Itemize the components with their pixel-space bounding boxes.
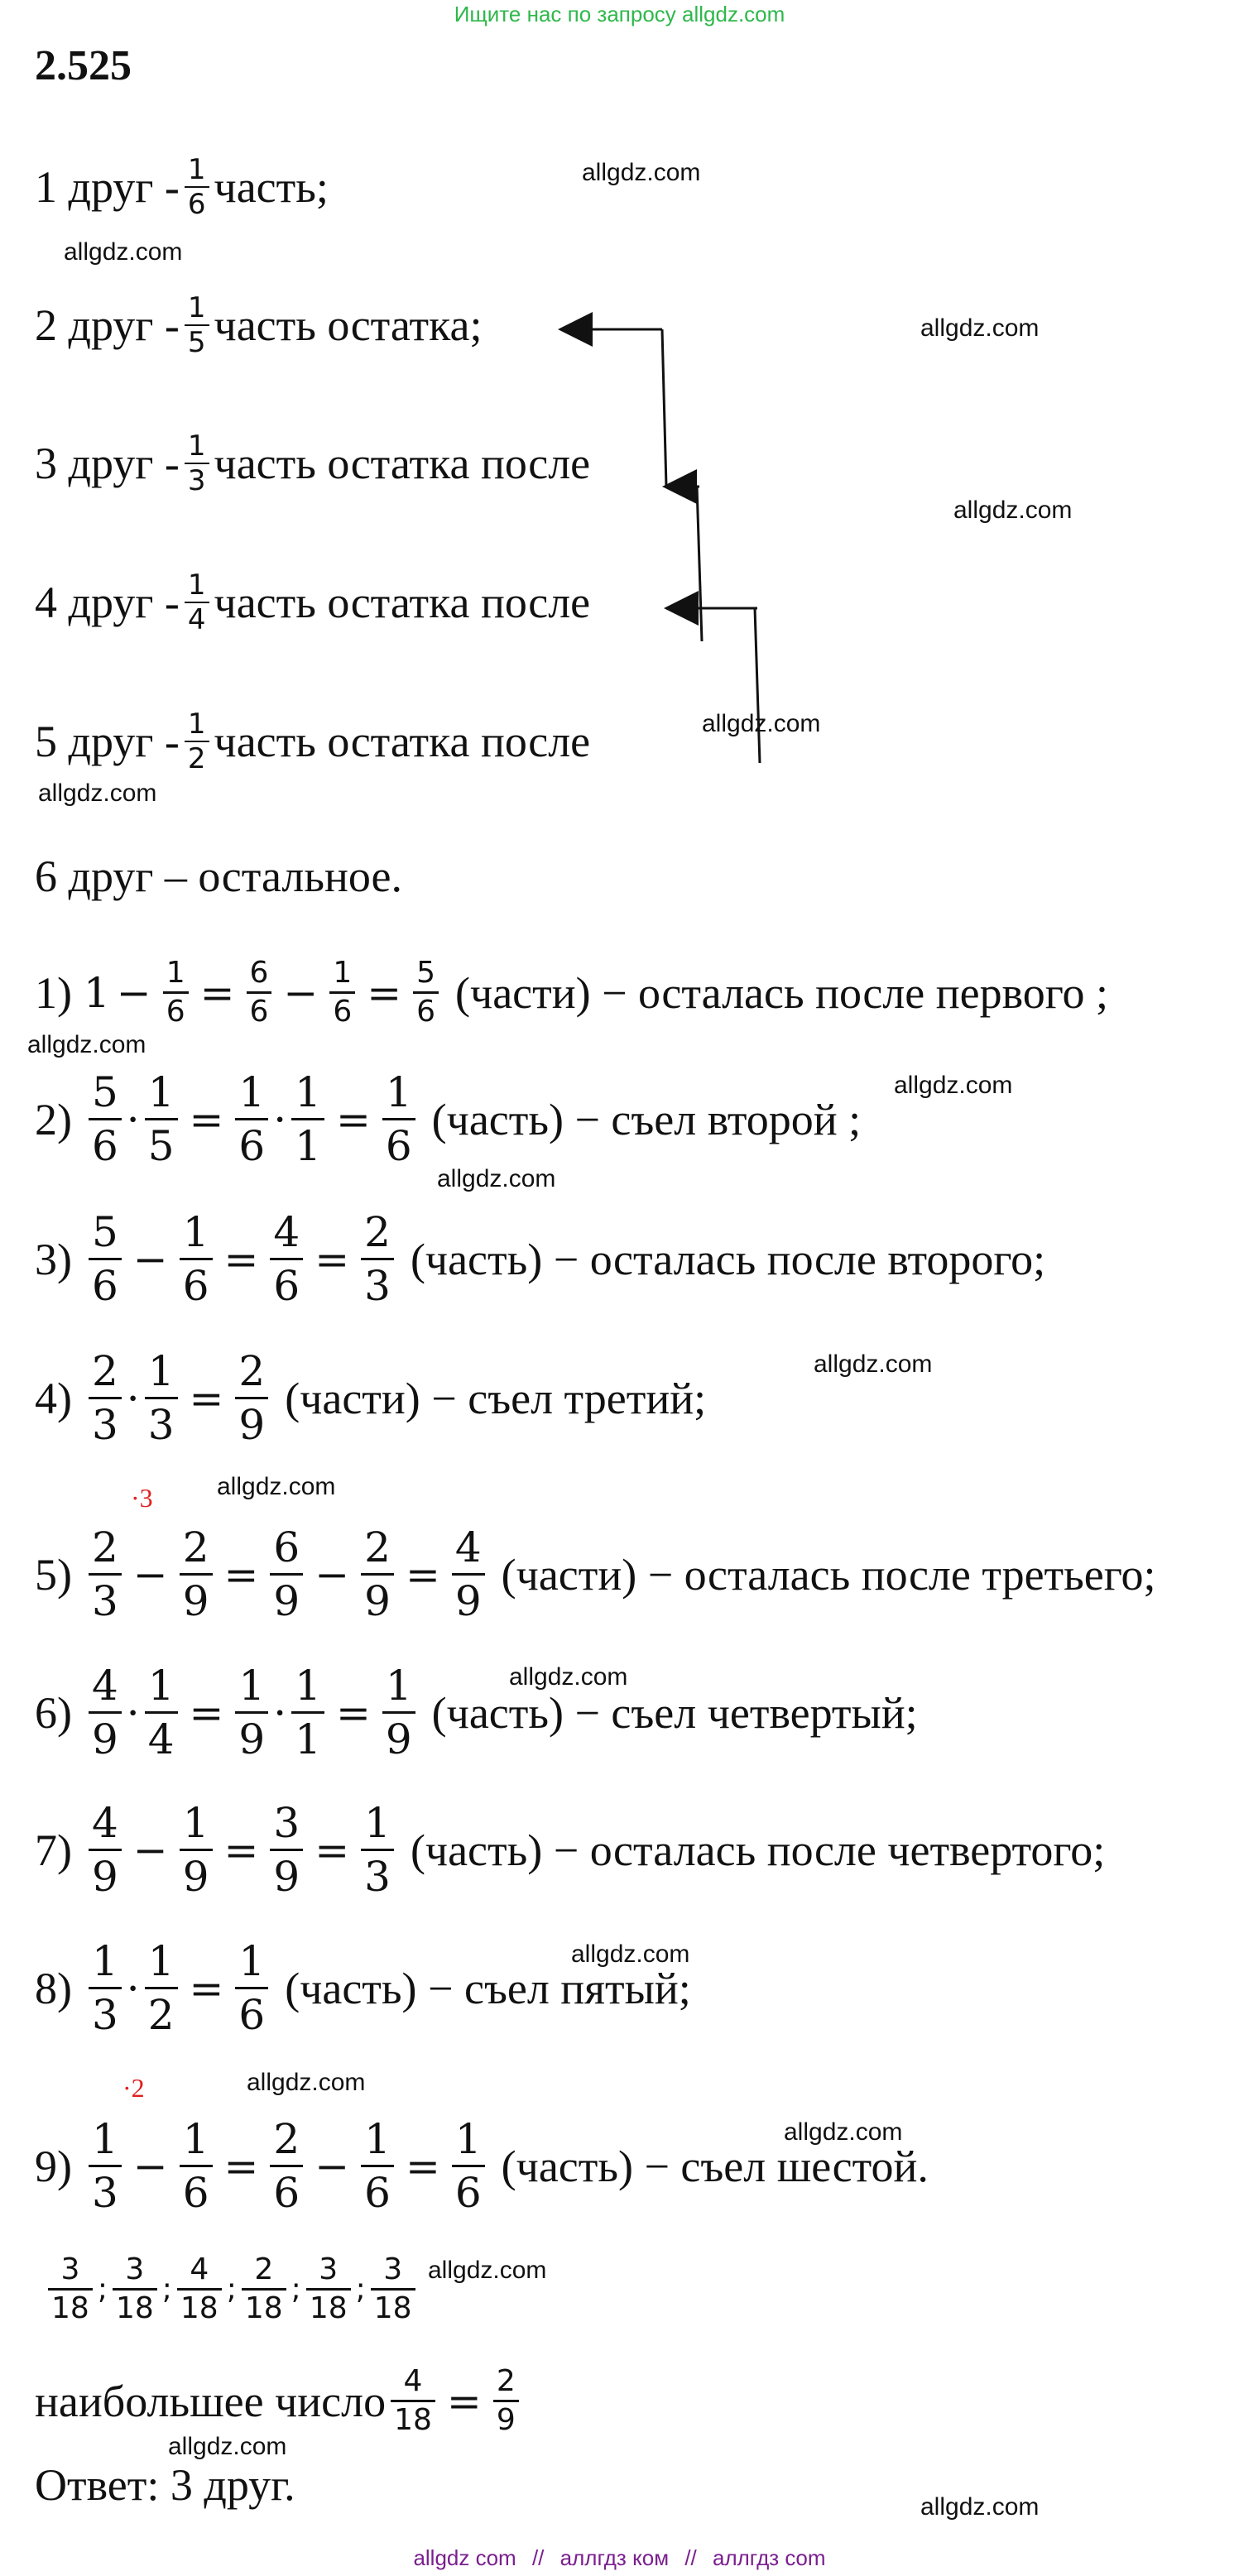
step-4 [35,1347,707,1449]
numerator: 4 [403,2364,423,2398]
task-number: 2.525 [35,42,132,89]
numerator: 2 [364,1208,391,1256]
step-text: (части) − осталась после третьего; [501,1549,1156,1600]
multiplier-annotation: ·3 [131,1483,153,1513]
separator: ; [161,2272,172,2306]
equals-sign: = [199,968,235,1017]
equals-sign: = [405,2142,440,2190]
footer [0,2545,1239,2571]
denominator: 6 [333,995,353,1029]
fraction [89,1662,122,1763]
fraction [145,1662,178,1763]
denominator: 4 [187,603,206,636]
minus-sign: − [132,2142,168,2190]
numerator: 5 [91,1208,118,1256]
multiply-dot: · [126,1964,140,2012]
top-banner: Ищите нас по запросу allgdz.com [454,2,785,26]
watermark: allgdz.com [784,2118,903,2146]
watermark: allgdz.com [247,2069,366,2096]
footer-separator: // [684,2545,697,2570]
denominator: 9 [238,1401,266,1449]
fraction [180,1799,213,1901]
watermark: allgdz.com [437,1165,556,1192]
numerator: 4 [454,1523,482,1571]
denominator: 6 [249,995,269,1029]
numerator: 1 [187,153,206,186]
fraction [163,958,189,1027]
step-text: (часть) − осталась после четвертого; [410,1825,1106,1875]
numerator: 1 [333,956,353,990]
minus-sign: − [132,1550,168,1599]
denominator: 6 [91,1262,118,1310]
watermark: allgdz.com [814,1350,933,1378]
friend-5-label: 5 друг - [35,717,180,766]
fraction [493,2364,519,2437]
numerator: 2 [238,1347,266,1395]
denominator: 3 [147,1401,175,1449]
denominator: 9 [91,1853,118,1901]
denominator: 6 [385,1122,412,1170]
fraction [391,2364,435,2437]
separator: ; [291,2272,301,2306]
denominator: 2 [187,742,206,775]
numerator: 3 [319,2252,339,2286]
denominator: 1 [295,1715,321,1763]
minus-sign: − [132,1235,168,1283]
minus-sign: − [283,968,319,1017]
denominator: 3 [187,464,206,497]
footer-link[interactable]: аллгдз com [713,2545,826,2570]
denominator: 9 [273,1853,300,1901]
denominator: 6 [454,2169,482,2217]
numerator: 1 [182,2115,209,2163]
numerator: 1 [385,1068,412,1116]
equals-sign: = [446,2377,482,2425]
denominator: 9 [182,1577,209,1625]
list-fraction [306,2252,351,2325]
fraction [291,1068,324,1170]
denominator: 6 [273,2169,300,2217]
fraction [382,1068,415,1170]
numerator: 2 [182,1523,209,1571]
fraction [361,1799,394,1901]
watermark: allgdz.com [920,314,1040,342]
denominator: 3 [364,1853,391,1901]
denominator: 6 [364,2169,391,2217]
largest-number-line [35,2364,524,2437]
denominator: 6 [182,1262,209,1310]
numerator: 1 [187,568,206,602]
fraction [180,2115,213,2217]
step-label: 7) [35,1825,72,1875]
denominator: 3 [91,1577,118,1625]
fraction [89,1347,122,1449]
step-label: 8) [35,1963,72,2013]
friend-3-label: 3 друг - [35,439,180,488]
equals-sign: = [223,1235,259,1283]
numerator: 1 [295,1662,321,1710]
numerator: 1 [364,1799,391,1847]
denominator: 9 [91,1715,118,1763]
fraction [452,1523,485,1625]
fraction [361,1523,394,1625]
fraction [145,1347,178,1449]
friend-3-text: часть остатка после [214,439,591,488]
numerator: 1 [166,956,185,990]
step-text: (часть) − осталась после второго; [410,1234,1046,1284]
fraction [235,1937,268,2039]
equals-sign: = [405,1550,440,1599]
minus-sign: − [315,1550,350,1599]
minus-sign: − [116,968,151,1017]
footer-link[interactable]: allgdz com [413,2545,516,2570]
numerator: 2 [364,1523,391,1571]
numerator: 1 [147,1347,175,1395]
fraction [89,1068,122,1170]
step-1 [35,958,1108,1027]
fraction [235,1662,268,1763]
watermark: allgdz.com [217,1473,336,1500]
fraction [89,1937,122,2039]
equals-sign: = [189,1688,224,1737]
friend-6-line [35,851,402,902]
denominator: 6 [416,995,436,1029]
numerator: 1 [385,1662,412,1710]
denominator: 6 [166,995,185,1029]
fraction [382,1662,415,1763]
multiply-dot: · [126,1374,140,1422]
denominator: 9 [496,2403,516,2437]
denominator: 4 [147,1715,175,1763]
denominator: 18 [309,2291,348,2325]
watermark: allgdz.com [509,1663,628,1691]
equals-sign: = [315,1235,350,1283]
step-label: 5) [35,1549,72,1600]
fraction [89,1523,122,1625]
equals-sign: = [223,2142,259,2190]
numerator: 1 [364,2115,391,2163]
denominator: 3 [91,1401,118,1449]
numerator: 4 [91,1799,118,1847]
list-fraction [371,2252,415,2325]
fraction [89,1799,122,1901]
list-fraction [113,2252,157,2325]
denominator: 1 [295,1122,321,1170]
numerator: 1 [238,1068,266,1116]
separator: ; [355,2272,366,2306]
numerator: 2 [91,1523,118,1571]
fraction [413,958,439,1027]
watermark: allgdz.com [428,2257,547,2284]
denominator: 5 [187,326,206,359]
fraction [235,1068,268,1170]
step-7 [35,1799,1106,1901]
step-label: 6) [35,1687,72,1738]
fraction [180,1523,213,1625]
denominator: 18 [244,2291,283,2325]
multiply-dot: · [273,1688,287,1737]
numerator: 1 [182,1799,209,1847]
numerator: 3 [60,2252,80,2286]
numerator: 1 [91,1937,118,1985]
numerator: 1 [147,1068,175,1116]
denominator: 18 [115,2291,154,2325]
equals-sign: = [335,1688,371,1737]
numerator: 4 [273,1208,300,1256]
step-text: (части) − осталась после первого ; [455,967,1109,1018]
watermark: allgdz.com [27,1031,146,1058]
denominator: 3 [91,1991,118,2039]
step-label: 4) [35,1373,72,1423]
numerator: 3 [273,1799,300,1847]
denominator: 5 [147,1122,175,1170]
list-fraction [242,2252,286,2325]
step-label: 2) [35,1094,72,1144]
numerator: 1 [187,429,206,463]
answer [35,2459,295,2511]
watermark: allgdz.com [582,159,701,186]
equals-sign: = [189,1964,224,2012]
fraction [270,1523,303,1625]
friend-2-text: часть остатка; [214,300,483,350]
separator: ; [226,2272,237,2306]
fraction [180,1208,213,1310]
friend-5-text: часть остатка после [214,717,591,766]
fraction [291,1662,324,1763]
answer-text: Ответ: 3 друг. [35,2460,295,2510]
numerator: 1 [238,1662,266,1710]
equals-sign: = [189,1374,224,1422]
multiply-dot: · [126,1095,140,1144]
footer-link[interactable]: аллгдз ком [559,2545,670,2570]
fraction [270,1799,303,1901]
fraction [270,2115,303,2217]
denominator: 6 [238,1991,266,2039]
watermark: allgdz.com [168,2433,287,2460]
fraction [270,1208,303,1310]
denominator: 6 [187,188,206,221]
friend-6-text: 6 друг – остальное. [35,851,403,901]
one: 1 [83,968,110,1017]
denominator: 6 [182,2169,209,2217]
numerator: 2 [273,2115,300,2163]
fraction [89,2115,122,2217]
fraction [361,1208,394,1310]
numerator: 1 [182,1208,209,1256]
denominator: 9 [364,1577,391,1625]
watermark: allgdz.com [571,1940,690,1968]
largest-label: наибольшее число [35,2376,387,2426]
fraction [361,2115,394,2217]
connector-arrows [0,0,1239,827]
denominator: 18 [180,2291,219,2325]
step-6 [35,1662,918,1763]
numerator: 3 [125,2252,145,2286]
step-2 [35,1068,862,1170]
watermark: allgdz.com [920,2493,1040,2521]
denominator: 18 [394,2403,432,2437]
numerator: 1 [147,1937,175,1985]
friend-1-text: часть; [214,162,329,212]
step-label: 1) [35,967,72,1018]
step-text: (часть) − съел четвертый; [431,1687,918,1738]
denominator: 6 [273,1262,300,1310]
fraction [145,1068,178,1170]
equals-sign: = [189,1095,224,1144]
equals-sign: = [315,1825,350,1874]
friend-4-label: 4 друг - [35,578,180,627]
numerator: 4 [91,1662,118,1710]
denominator: 9 [273,1577,300,1625]
friend-4-text: часть остатка после [214,578,591,627]
numerator: 2 [91,1347,118,1395]
denominator: 18 [373,2291,412,2325]
list-fraction [48,2252,93,2325]
numerator: 6 [249,956,269,990]
footer-separator: // [531,2545,545,2570]
multiplier-annotation: ·2 [122,2073,145,2103]
denominator: 6 [238,1122,266,1170]
watermark: allgdz.com [38,780,157,807]
fraction [145,1937,178,2039]
minus-sign: − [315,2142,350,2190]
numerator: 1 [187,291,206,324]
watermark: allgdz.com [953,496,1073,524]
step-text: (части) − съел третий; [285,1373,707,1423]
numerator: 1 [187,708,206,741]
fraction [247,958,272,1027]
fractions-list [43,2252,420,2325]
equals-sign: = [367,968,402,1017]
multiply-dot: · [273,1095,287,1144]
denominator: 3 [364,1262,391,1310]
numerator: 5 [416,956,436,990]
numerator: 3 [383,2252,403,2286]
numerator: 5 [91,1068,118,1116]
denominator: 9 [454,1577,482,1625]
numerator: 2 [254,2252,274,2286]
separator: ; [97,2272,108,2306]
denominator: 9 [238,1715,266,1763]
denominator: 9 [385,1715,412,1763]
watermark: allgdz.com [702,710,821,737]
numerator: 1 [147,1662,175,1710]
numerator: 2 [496,2364,516,2398]
list-fraction [177,2252,222,2325]
numerator: 6 [273,1523,300,1571]
numerator: 1 [91,2115,118,2163]
denominator: 3 [91,2169,118,2217]
step-3 [35,1208,1046,1310]
denominator: 9 [182,1853,209,1901]
numerator: 1 [454,2115,482,2163]
step-text: (часть) − съел пятый; [285,1963,691,2013]
watermark: allgdz.com [894,1072,1013,1099]
fraction [329,958,355,1027]
denominator: 6 [91,1122,118,1170]
fraction [235,1347,268,1449]
denominator: 18 [51,2291,89,2325]
numerator: 1 [295,1068,321,1116]
denominator: 2 [147,1991,175,2039]
friend-1-label: 1 друг - [35,162,180,212]
equals-sign: = [223,1825,259,1874]
fraction [452,2115,485,2217]
numerator: 1 [238,1937,266,1985]
step-label: 9) [35,2141,72,2191]
equals-sign: = [335,1095,371,1144]
step-text: (часть) − съел шестой. [501,2141,929,2191]
numerator: 4 [190,2252,209,2286]
watermark: allgdz.com [64,238,183,266]
step-text: (часть) − съел второй ; [431,1094,862,1144]
step-label: 3) [35,1234,72,1284]
step-5 [35,1523,1156,1625]
equals-sign: = [223,1550,259,1599]
fraction [89,1208,122,1310]
friend-2-label: 2 друг - [35,300,180,350]
minus-sign: − [132,1825,168,1874]
multiply-dot: · [126,1688,140,1737]
